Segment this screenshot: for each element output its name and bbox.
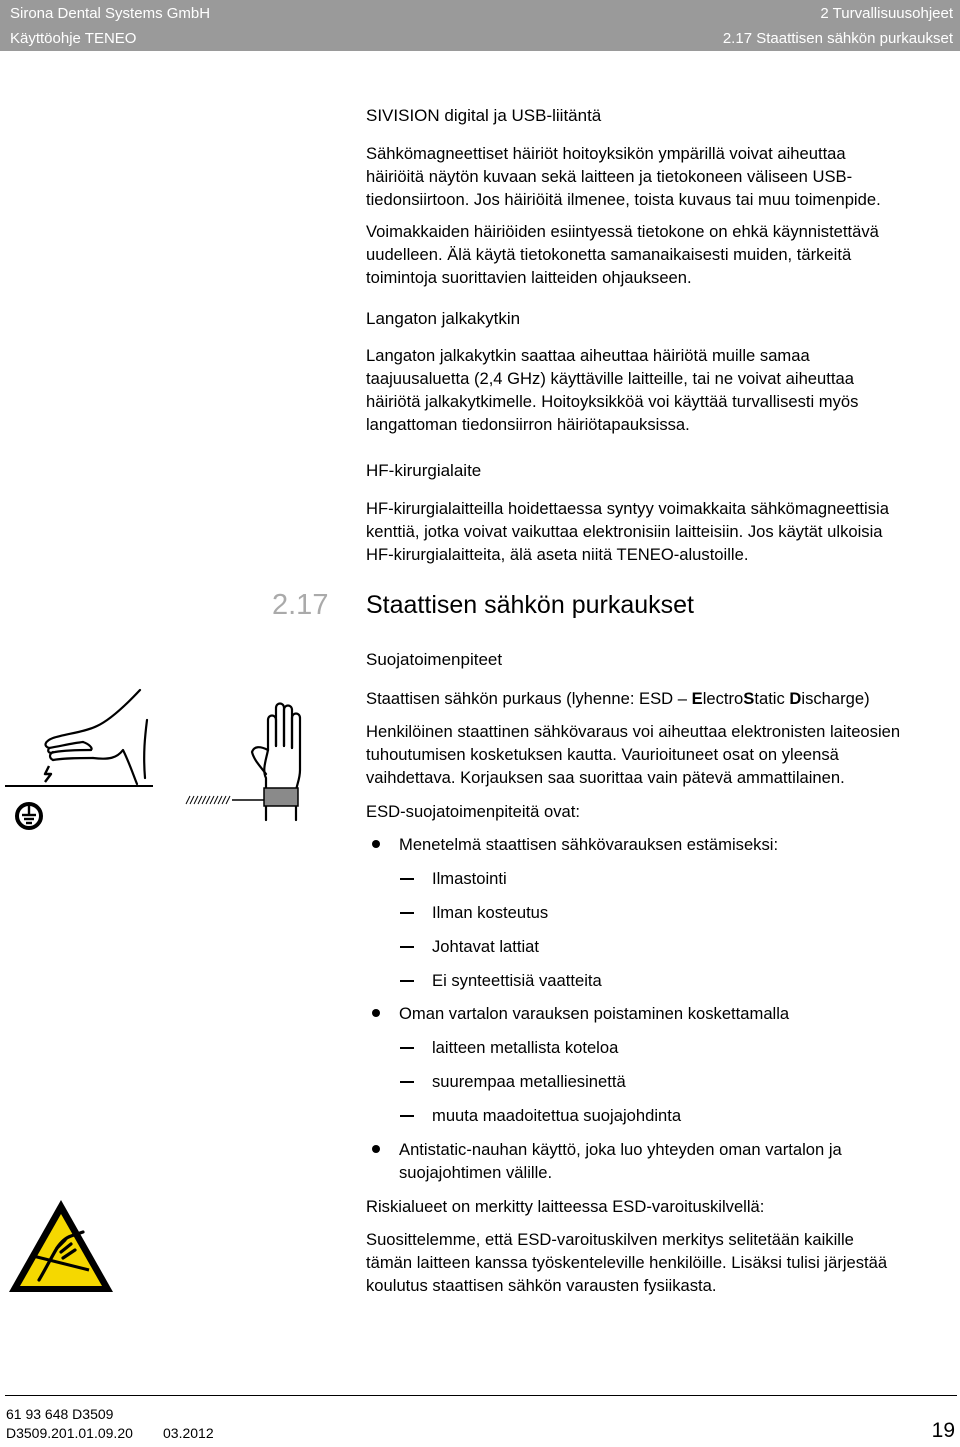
esd-warning-icon [5,1196,117,1296]
text-line: häiriöitä näytön kuvaan sekä laitteen ja tietokoneen väliseen USB- [366,167,853,186]
hand-touch-ground-icon [5,686,155,834]
esd-prefix: Staattisen sähkön purkaus (lyhenne: ESD – [366,689,692,708]
page-number: 19 [931,1419,955,1442]
list-subitem: Johtavat lattiat [432,937,540,956]
sivision-paragraph-1 [366,142,956,211]
list-subitem: Ilman kosteutus [432,903,549,922]
dash-marker [400,878,414,880]
header-section: 2.17 Staattisen sähkön purkaukset [722,30,953,47]
text-line: Antistatic-nauhan käyttö, joka luo yhteyden oman vartalon ja [399,1140,842,1159]
dash-marker [400,1115,414,1117]
text-line: tämän laitteen kanssa työskenteleville henkilöille. Lisäksi tulisi järjestää [366,1253,888,1272]
wireless-heading: Langaton jalkakytkin [366,309,521,328]
text-line: tuhoutumisen kosketuksen kautta. Vaurioituneet osat on yleensä [366,745,839,764]
esd-definition [366,687,956,710]
text-line: taajuusaluetta (2,4 GHz) käyttäville laitteille, tai ne voivat aiheuttaa [366,369,854,388]
recommendation-paragraph [366,1228,956,1297]
wireless-paragraph [366,344,956,436]
text-line: HF-kirurgialaitteita, älä aseta niitä TENEO-alustoille. [366,545,749,564]
sivision-paragraph-2 [366,220,956,289]
text-line: Langaton jalkakytkin saattaa aiheuttaa häiriötä muille samaa [366,346,810,365]
list-subitem: Ilmastointi [432,869,507,888]
dash-marker [400,946,414,948]
footer-doc-number: 61 93 648 D3509 [6,1406,114,1422]
text-line: HF-kirurgialaitteilla hoidettaessa syntyy voimakkaita sähkömagneettisia [366,499,889,518]
text-line: Suosittelemme, että ESD-varoituskilven merkitys selitetään kaikille [366,1230,854,1249]
bullet-marker [372,1009,380,1017]
hf-heading: HF-kirurgialaite [366,461,482,480]
measures-intro: ESD-suojatoimenpiteitä ovat: [366,802,580,821]
list-item: Oman vartalon varauksen poistaminen koskettamalla [399,1004,790,1023]
sivision-heading: SIVISION digital ja USB-liitäntä [366,106,602,125]
list-subitem: laitteen metallista koteloa [432,1038,619,1057]
dash-marker [400,912,414,914]
text-line: uudelleen. Älä käytä tietokonetta samanaikaisesti muiden, tärkeitä [366,245,852,264]
text-line: kenttiä, jotka voivat vaikuttaa elektronisiin laitteisiin. Jos käytät ulkoisia [366,522,883,541]
esd-ischarge: ischarge) [801,689,870,708]
text-line: langattoman tiedonsiirron häiriötapauksissa. [366,415,690,434]
hf-paragraph [366,497,956,566]
bullet-marker [372,1145,380,1153]
list-subitem: Ei synteettisiä vaatteita [432,971,602,990]
header-company: Sirona Dental Systems GmbH [10,5,211,22]
dash-marker [400,1081,414,1083]
esd-e: E [691,689,703,708]
dash-marker [400,980,414,982]
text-line: tiedonsiirtoon. Jos häiriöitä ilmenee, toista kuvaus tai muu toimenpide. [366,190,881,209]
list-subitem: muuta maadoitettua suojajohdinta [432,1106,682,1125]
section-number: 2.17 [272,589,329,621]
footer-doc-code: D3509.201.01.09.20 [6,1425,133,1441]
list-subitem: suurempaa metalliesinettä [432,1072,626,1091]
sub-heading: Suojatoimenpiteet [366,650,503,669]
esd-paragraph [366,720,956,789]
dash-marker [400,1047,414,1049]
text-line: häiriötä jalkakytkimelle. Hoitoyksikköä voi käyttää turvallisesti myös [366,392,859,411]
text-line: koulutus staattisen sähkön varausten fysiikasta. [366,1276,717,1295]
text-line: Voimakkaiden häiriöiden esiintyessä tietokone on ehkä käynnistettävä [366,222,879,241]
section-title: Staattisen sähkön purkaukset [366,591,694,619]
footer-divider [5,1395,957,1396]
text-line: toimintoja suorittavien laitteiden ohjaukseen. [366,268,692,287]
text-line: Sähkömagneettiset häiriöt hoitoyksikön ympärillä voivat aiheuttaa [366,144,846,163]
list-item [399,1138,842,1184]
list-item: Menetelmä staattisen sähkövarauksen estämiseksi: [399,835,779,854]
header-manual: Käyttöohje TENEO [10,30,137,47]
footer-date: 03.2012 [163,1425,214,1441]
esd-s: S [743,689,755,708]
risk-line: Riskialueet on merkitty laitteessa ESD-varoituskilvellä: [366,1197,765,1216]
esd-tatic: tatic [754,689,790,708]
text-line: suojajohtimen välille. [399,1163,553,1182]
header-chapter: 2 Turvallisuusohjeet [820,5,953,22]
bullet-marker [372,840,380,848]
esd-d: D [789,689,802,708]
text-line: Henkilöinen staattinen sähkövaraus voi aiheuttaa elektronisten laiteosien [366,722,901,741]
esd-lectro: lectro [702,689,744,708]
text-line: vaihdettava. Korjauksen saa suorittaa vain pätevä ammattilainen. [366,768,845,787]
antistatic-wristband-icon [184,700,344,830]
